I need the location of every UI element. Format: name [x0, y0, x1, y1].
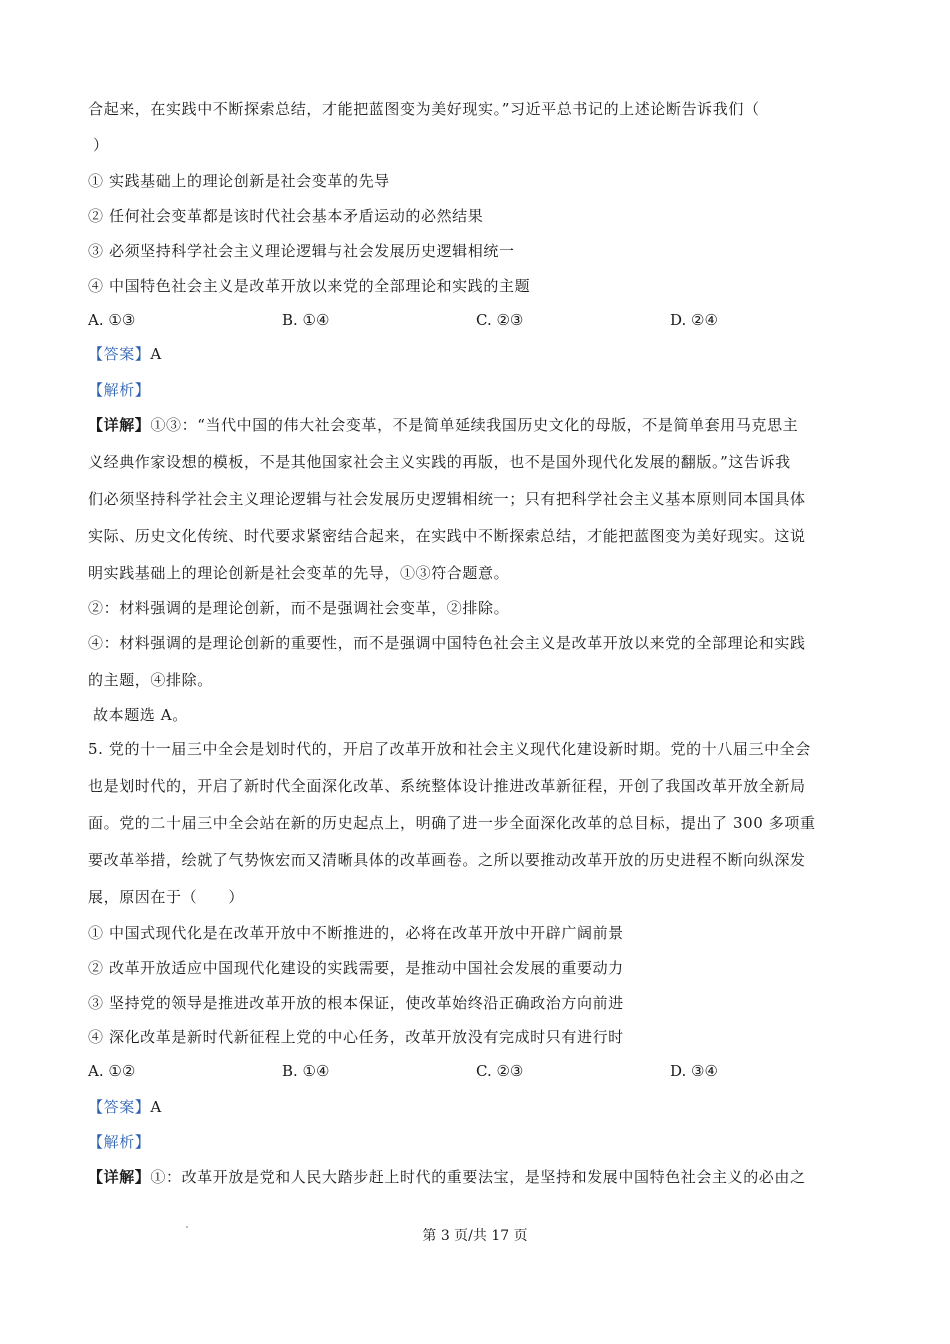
q5-statement-1: ① 中国式现代化是在改革开放中不断推进的，必将在改革开放中开辟广阔前景 [88, 924, 624, 942]
q4-option-c: C. ②③ [476, 311, 524, 329]
q4-detail-line-7: ④：材料强调的是理论创新的重要性，而不是强调中国特色社会主义是改革开放以来党的全部理论和实践 [88, 634, 806, 652]
q5-statement-2: ② 改革开放适应中国现代化建设的实践需要，是推动中国社会发展的重要动力 [88, 959, 624, 977]
q5-option-a: A. ①② [88, 1062, 136, 1080]
q5-stem-line-4: 要改革举措，绘就了气势恢宏而又清晰具体的改革画卷。之所以要推动改革开放的历史进程不断向纵深发 [88, 851, 806, 869]
detail-tag: 【详解】 [88, 416, 151, 434]
q5-stem-line-5: 展，原因在于（ ） [88, 888, 245, 906]
q4-detail-line-6: ②：材料强调的是理论创新，而不是强调社会变革，②排除。 [88, 599, 510, 617]
q5-analysis-tag [88, 1131, 868, 1153]
detail-text: ①③：“当代中国的伟大社会变革，不是简单延续我国历史文化的母版，不是简单套用马克思主 [150, 416, 799, 434]
answer-value: A [150, 345, 162, 363]
answer-tag: 【答案】 [88, 1098, 151, 1116]
q5-option-b: B. ①④ [282, 1062, 330, 1080]
q4-statement-1: ① 实践基础上的理论创新是社会变革的先导 [88, 172, 390, 190]
q4-stem-paren: ） [93, 136, 109, 154]
q4-conclusion: 故本题选 A。 [93, 706, 188, 724]
q4-detail-line-8: 的主题，④排除。 [88, 671, 213, 689]
q5-option-d: D. ③④ [670, 1062, 718, 1080]
q4-option-b: B. ①④ [282, 311, 330, 329]
q4-statement-4: ④ 中国特色社会主义是改革开放以来党的全部理论和实践的主题 [88, 277, 531, 295]
q4-statement-2: ② 任何社会变革都是该时代社会基本矛盾运动的必然结果 [88, 207, 484, 225]
q5-detail-line-1 [88, 1166, 868, 1188]
q5-option-c: C. ②③ [476, 1062, 524, 1080]
q4-detail-line-3: 们必须坚持科学社会主义理论逻辑与社会发展历史逻辑相统一；只有把科学社会主义基本原则同本国具体 [88, 490, 806, 508]
q4-stem-line: 合起来，在实践中不断探索总结，才能把蓝图变为美好现实。”习近平总书记的上述论断告诉我们（ [88, 100, 760, 118]
answer-value: A [150, 1098, 162, 1116]
detail-tag: 【详解】 [88, 1168, 151, 1186]
q4-options [88, 309, 868, 331]
q4-statement-3: ③ 必须坚持科学社会主义理论逻辑与社会发展历史逻辑相统一 [88, 242, 515, 260]
detail-text: ①：改革开放是党和人民大踏步赶上时代的重要法宝，是坚持和发展中国特色社会主义的必由之 [150, 1168, 806, 1186]
q4-detail-line-5: 明实践基础上的理论创新是社会变革的先导，①③符合题意。 [88, 564, 510, 582]
q4-analysis-tag [88, 379, 868, 401]
analysis-tag: 【解析】 [88, 1133, 151, 1151]
q5-stem-line-1: 5. 党的十一届三中全会是划时代的，开启了改革开放和社会主义现代化建设新时期。党的十八届三中全会 [88, 740, 811, 758]
q5-statement-3: ③ 坚持党的领导是推进改革开放的根本保证，使改革始终沿正确政治方向前进 [88, 994, 624, 1012]
q5-stem-line-3: 面。党的二十届三中全会站在新的历史起点上，明确了进一步全面深化改革的总目标，提出了 300 多项重 [88, 814, 816, 832]
q4-option-d: D. ②④ [670, 311, 718, 329]
answer-tag: 【答案】 [88, 345, 151, 363]
q5-statement-4: ④ 深化改革是新时代新征程上党的中心任务，改革开放没有完成时只有进行时 [88, 1028, 624, 1046]
q4-answer [88, 343, 868, 365]
q4-detail-line-1 [88, 414, 868, 436]
analysis-tag: 【解析】 [88, 381, 151, 399]
q4-option-a: A. ①③ [88, 311, 136, 329]
q5-options [88, 1060, 868, 1082]
page-footer: 第 3 页/共 17 页 [422, 1228, 528, 1244]
q5-answer [88, 1096, 868, 1118]
q4-detail-line-2: 义经典作家设想的模板，不是其他国家社会主义实践的再版，也不是国外现代化发展的翻版。”这告诉我 [88, 453, 791, 471]
q4-detail-line-4: 实际、历史文化传统、时代要求紧密结合起来，在实践中不断探索总结，才能把蓝图变为美好现实。这说 [88, 527, 806, 545]
q5-stem-line-2: 也是划时代的，开启了新时代全面深化改革、系统整体设计推进改革新征程，开创了我国改革开放全新局 [88, 777, 806, 795]
